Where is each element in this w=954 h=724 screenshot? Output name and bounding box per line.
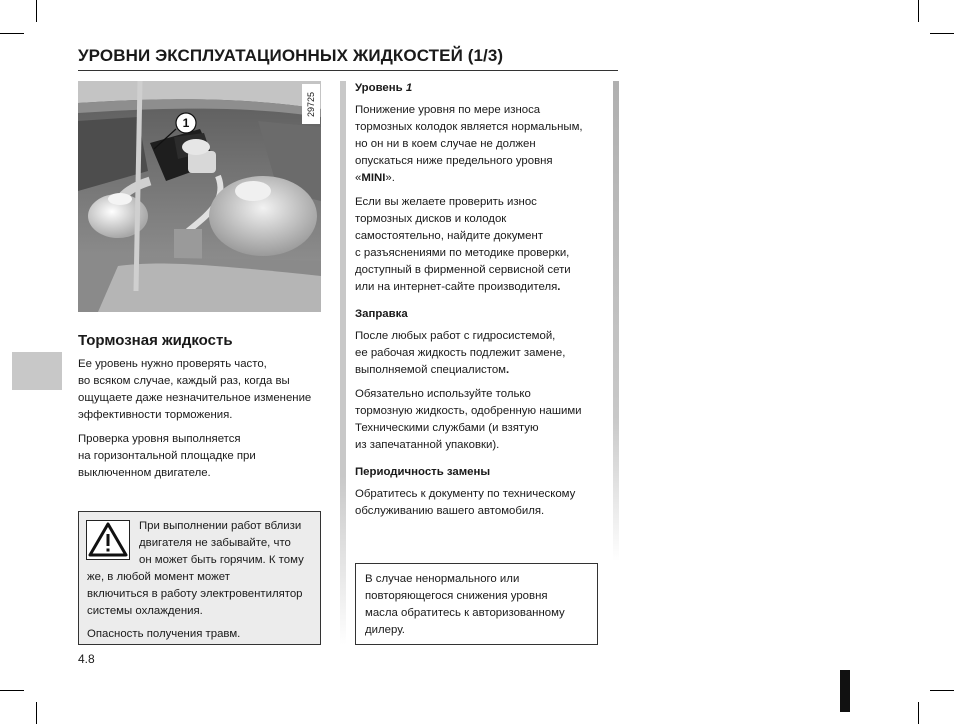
text-fragment: « (355, 172, 362, 184)
right-body (355, 80, 610, 527)
paragraph (355, 328, 610, 379)
text-line: тормозных дисков и колодок (355, 213, 507, 225)
text-line: При выполнении работ вблизи (139, 520, 302, 532)
column-divider (340, 81, 346, 645)
callout-number: 1 (182, 116, 190, 130)
level-number: 1 (405, 82, 413, 94)
section-tab (12, 352, 62, 390)
text-line: эффективности торможения. (78, 409, 233, 421)
paragraph (355, 386, 610, 454)
paragraph (78, 356, 328, 424)
text-line: самостоятельно, найдите документ (355, 230, 543, 242)
warning-box (78, 511, 321, 645)
text-line: же, в любой момент может (87, 571, 230, 583)
engine-bay-photo (78, 81, 321, 312)
text-line: он может быть горячим. К тому (139, 554, 304, 566)
text-line: Если вы желаете проверить износ (355, 196, 537, 208)
text-line: В случае ненормального или (365, 573, 520, 585)
thumb-index-bar (840, 670, 850, 712)
text-line: тормозных колодок является нормальным, (355, 121, 583, 133)
column-divider (613, 81, 619, 561)
text-line: на горизонтальной площадке при (78, 450, 256, 462)
paragraph (78, 431, 328, 482)
text-line: выполняемой специалистом (355, 364, 507, 376)
text-line: выключенном двигателе. (78, 467, 211, 479)
refill-label: Заправка (355, 308, 408, 320)
text-line: двигателя не забывайте, что (139, 537, 291, 549)
text-line: доступный в фирменной сервисной сети (355, 264, 571, 276)
text-line: Проверка уровня выполняется (78, 433, 241, 445)
text-line: Понижение уровня по мере износа (355, 104, 541, 116)
warning-text (87, 518, 314, 643)
text-fragment: . (557, 281, 561, 293)
text-line: но он ни в коем случае не должен (355, 138, 536, 150)
text-line: обслуживанию вашего автомобиля. (355, 505, 545, 517)
text-line: ощущаете даже незначительное изменение (78, 392, 312, 404)
text-line: опускаться ниже предельного уровня (355, 155, 553, 167)
text-line: Ее уровень нужно проверять часто, (78, 358, 267, 370)
text-line: или на интернет-сайте производителя (355, 281, 558, 293)
mini-mark: MINI (361, 172, 386, 184)
text-line: После любых работ с гидросистемой, (355, 330, 556, 342)
brake-fluid-heading: Тормозная жидкость (78, 332, 233, 349)
text-line: во всяком случае, каждый раз, когда вы (78, 375, 290, 387)
text-line: дилеру. (365, 624, 405, 636)
text-line: с разъяснениями по методике проверки, (355, 247, 570, 259)
paragraph (355, 102, 610, 187)
left-body (78, 356, 328, 489)
crop-mark (0, 33, 24, 34)
crop-mark (930, 690, 954, 691)
photo-code-text: 29725 (306, 91, 316, 117)
text-line: системы охлаждения. (87, 605, 203, 617)
title-divider (78, 70, 618, 71)
paragraph (355, 194, 610, 296)
text-line: ее рабочая жидкость подлежит замене, (355, 347, 566, 359)
paragraph (355, 486, 610, 520)
text-line: повторяющегося снижения уровня (365, 590, 548, 602)
text-line: Обратитесь к документу по техническому (355, 488, 576, 500)
page-number: 4.8 (78, 652, 95, 666)
note-box (355, 563, 598, 645)
period-label: Периодичность замены (355, 466, 491, 478)
crop-mark (36, 0, 37, 22)
level-label (355, 80, 610, 97)
crop-mark (36, 702, 37, 724)
crop-mark (918, 702, 919, 724)
text-line: Обязательно используйте только (355, 388, 531, 400)
page-title: УРОВНИ ЭКСПЛУАТАЦИОННЫХ ЖИДКОСТЕЙ (1/3) (78, 46, 504, 65)
text-fragment: . (506, 364, 510, 376)
text-line: Техническими службами (и взятую (355, 422, 539, 434)
level-label-text: Уровень (355, 82, 403, 94)
crop-mark (930, 33, 954, 34)
text-line: масла обратитесь к авторизованному (365, 607, 565, 619)
text-line: из запечатанной упаковки). (355, 439, 500, 451)
note-text (365, 571, 589, 639)
text-line: включиться в работу электровентилятор (87, 588, 303, 600)
text-line: тормозную жидкость, одобренную нашими (355, 405, 582, 417)
engine-bay-illustration (78, 81, 321, 312)
warning-footer: Опасность получения травм. (87, 628, 241, 640)
crop-mark (0, 690, 24, 691)
crop-mark (918, 0, 919, 22)
text-fragment: ». (385, 172, 395, 184)
photo-code (302, 84, 320, 124)
